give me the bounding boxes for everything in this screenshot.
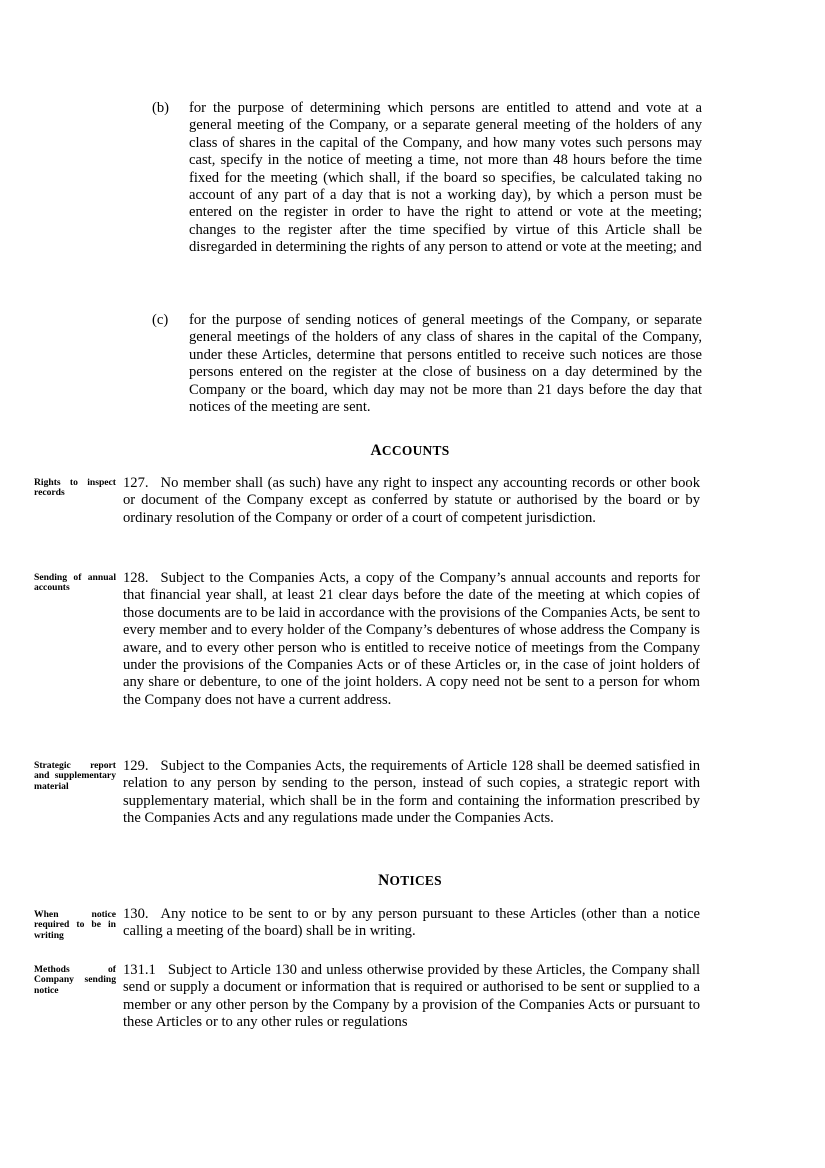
margin-note-127: Rights to inspect records <box>34 477 116 499</box>
section-heading-accounts <box>120 442 700 460</box>
list-marker: (c) <box>152 312 169 328</box>
margin-note-129: Strategic report and supplementary material <box>34 760 116 792</box>
margin-note-128: Sending of annual accounts <box>34 572 116 594</box>
list-text: for the purpose of sending notices of general meetings of the Company, or separate general meetings of the holders of any class of shares in the capital of the Company, under these Articles, determine that persons entitled to receive such notices are those persons entered on the register at the close of business on a day determined by the Company or the board, which day may not be more than 21 days before the day that notices of the meeting are sent. <box>189 312 702 416</box>
article-number: 127. <box>123 475 149 491</box>
heading-initial: A <box>370 442 382 459</box>
article-text: Subject to Article 130 and unless otherwise provided by these Articles, the Company shall send or supply a document or information that is required or authorised to be sent or supplied to a member or any other person by the Company by a provision of the Companies Acts or pursuant to these Articles or to any other rules or regulations <box>123 962 700 1031</box>
article-text: Any notice to be sent to or by any person pursuant to these Articles (other than a notice calling a meeting of the board) shall be in writing. <box>123 906 700 940</box>
article-127 <box>123 475 700 527</box>
margin-note-131: Methods of Company sending notice <box>34 964 116 996</box>
article-text: Subject to the Companies Acts, a copy of the Company’s annual accounts and reports for that financial year shall, at least 21 clear days before the date of the meeting at which copies of those documents are to be laid in accordance with the provisions of the Companies Acts, be sent to every member and to every holder of the Company’s debentures of whose address the Company is aware, and to every other person who is entitled to receive notice of meetings from the Company under the provisions of the Companies Acts or of these Articles or, in the case of joint holders of any share or debenture, to one of the joint holders. A copy need not be sent to a person for whom the Company does not have a current address. <box>123 570 700 708</box>
list-item-b <box>152 100 702 257</box>
article-text: Subject to the Companies Acts, the requirements of Article 128 shall be deemed satisfied in relation to any person by sending to the person, instead of such copies, a strategic report with supplementary material, which shall be in the form and containing the information prescribed by the Companies Acts and any regulations made under the Companies Acts. <box>123 758 700 827</box>
list-marker: (b) <box>152 100 170 116</box>
article-number: 130. <box>123 906 149 922</box>
list-item-c <box>152 312 702 416</box>
article-131-1 <box>123 962 700 1032</box>
list-text: for the purpose of determining which persons are entitled to attend and vote at a general meeting of the Company, or a separate general meeting of the holders of any class of shares in the capital of the Company, and how many votes such persons may cast, specify in the notice of meeting a time, not more than 48 hours before the time fixed for the meeting (which shall, if the board so specifies, be calculated taking no account of any part of a day that is not a working day), by which a person must be entered on the register in order to have the right to attend or vote at the meeting; changes to the register after the time specified by virtue of this Article shall be disregarded in determining the rights of any person to attend or vote at the meeting; and <box>189 100 702 256</box>
heading-rest: OTICES <box>389 873 442 888</box>
margin-note-130: When notice required to be in writing <box>34 909 116 941</box>
section-heading-notices <box>120 872 700 890</box>
article-number: 129. <box>123 758 149 774</box>
article-number: 131.1 <box>123 962 156 978</box>
article-text: No member shall (as such) have any right to inspect any accounting records or other book or document of the Company except as conferred by statute or authorised by the board or by ordinary resolution of the Company or order of a court of competent jurisdiction. <box>123 475 700 526</box>
heading-rest: CCOUNTS <box>381 443 450 458</box>
article-128 <box>123 570 700 709</box>
article-129 <box>123 758 700 828</box>
heading-initial: N <box>378 872 390 889</box>
article-number: 128. <box>123 570 149 586</box>
article-130 <box>123 906 700 941</box>
